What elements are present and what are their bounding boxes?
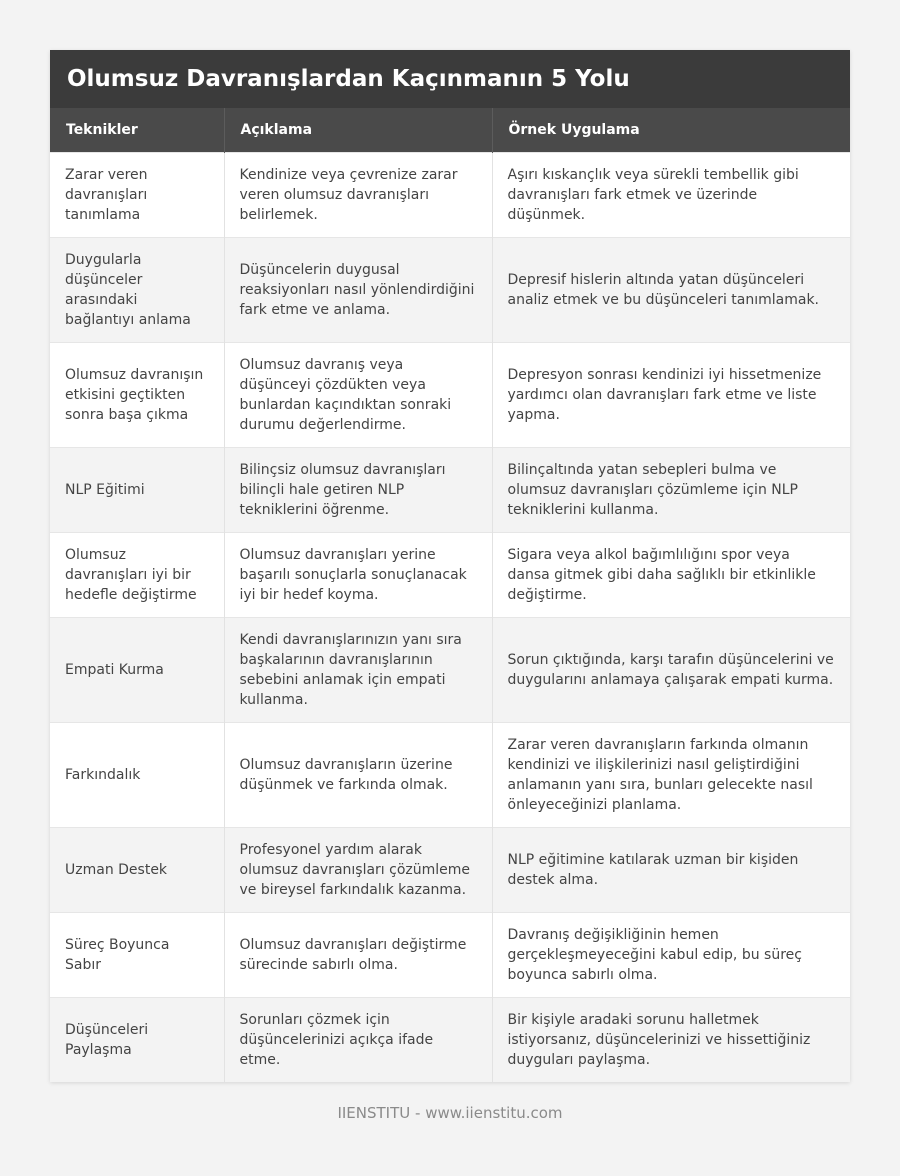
cell-description: Kendinize veya çevrenize zarar veren olumsuz davranışları belirlemek. <box>224 152 492 237</box>
cell-technique: Zarar veren davranışları tanımlama <box>50 152 224 237</box>
cell-technique: Empati Kurma <box>50 617 224 722</box>
table-row <box>50 617 850 722</box>
cell-example: NLP eğitimine katılarak uzman bir kişiden destek alma. <box>492 827 850 912</box>
table-row <box>50 532 850 617</box>
table-card <box>50 50 850 1082</box>
table-row <box>50 237 850 342</box>
cell-technique: Uzman Destek <box>50 827 224 912</box>
cell-example: Depresif hislerin altında yatan düşünceleri analiz etmek ve bu düşünceleri tanımlamak. <box>492 237 850 342</box>
cell-example: Davranış değişikliğinin hemen gerçekleşmeyeceğini kabul edip, bu süreç boyunca sabırlı olma. <box>492 912 850 997</box>
cell-technique: Duygularla düşünceler arasındaki bağlantıyı anlama <box>50 237 224 342</box>
cell-technique: NLP Eğitimi <box>50 447 224 532</box>
header-example: Örnek Uygulama <box>492 108 850 152</box>
cell-technique: Olumsuz davranışları iyi bir hedefle değiştirme <box>50 532 224 617</box>
cell-example: Aşırı kıskançlık veya sürekli tembellik gibi davranışları fark etmek ve üzerinde düşünmek. <box>492 152 850 237</box>
page-title: Olumsuz Davranışlardan Kaçınmanın 5 Yolu <box>50 50 850 108</box>
table-row <box>50 722 850 827</box>
cell-description: Olumsuz davranışları değiştirme sürecinde sabırlı olma. <box>224 912 492 997</box>
cell-example: Sorun çıktığında, karşı tarafın düşüncelerini ve duygularını anlamaya çalışarak empati kurma. <box>492 617 850 722</box>
cell-example: Bilinçaltında yatan sebepleri bulma ve olumsuz davranışları çözümleme için NLP tekniklerini kullanma. <box>492 447 850 532</box>
table-header-row <box>50 108 850 152</box>
table-row <box>50 997 850 1082</box>
header-techniques: Teknikler <box>50 108 224 152</box>
cell-description: Olumsuz davranışların üzerine düşünmek ve farkında olmak. <box>224 722 492 827</box>
cell-technique: Olumsuz davranışın etkisini geçtikten sonra başa çıkma <box>50 342 224 447</box>
header-description: Açıklama <box>224 108 492 152</box>
cell-description: Olumsuz davranışları yerine başarılı sonuçlarla sonuçlanacak iyi bir hedef koyma. <box>224 532 492 617</box>
cell-description: Düşüncelerin duygusal reaksiyonları nasıl yönlendirdiğini fark etme ve anlama. <box>224 237 492 342</box>
cell-example: Sigara veya alkol bağımlılığını spor veya dansa gitmek gibi daha sağlıklı bir etkinlikle değiştirme. <box>492 532 850 617</box>
cell-example: Zarar veren davranışların farkında olmanın kendinizi ve ilişkilerinizi nasıl geliştirdiğini anlamanın yanı sıra, bunları gelecekte nasıl önleyeceğinizi planlama. <box>492 722 850 827</box>
cell-example: Bir kişiyle aradaki sorunu halletmek istiyorsanız, düşüncelerinizi ve hissettiğiniz duyguları paylaşma. <box>492 997 850 1082</box>
cell-description: Sorunları çözmek için düşüncelerinizi açıkça ifade etme. <box>224 997 492 1082</box>
techniques-table <box>50 108 850 1082</box>
cell-technique: Farkındalık <box>50 722 224 827</box>
table-row <box>50 152 850 237</box>
table-row <box>50 447 850 532</box>
cell-technique: Düşünceleri Paylaşma <box>50 997 224 1082</box>
cell-example: Depresyon sonrası kendinizi iyi hissetmenize yardımcı olan davranışları fark etme ve liste yapma. <box>492 342 850 447</box>
cell-description: Olumsuz davranış veya düşünceyi çözdükten veya bunlardan kaçındıktan sonraki durumu değerlendirme. <box>224 342 492 447</box>
table-row <box>50 827 850 912</box>
cell-description: Kendi davranışlarınızın yanı sıra başkalarının davranışlarının sebebini anlamak için empati kullanma. <box>224 617 492 722</box>
cell-description: Bilinçsiz olumsuz davranışları bilinçli hale getiren NLP tekniklerini öğrenme. <box>224 447 492 532</box>
table-row <box>50 342 850 447</box>
cell-description: Profesyonel yardım alarak olumsuz davranışları çözümleme ve bireysel farkındalık kazanma. <box>224 827 492 912</box>
cell-technique: Süreç Boyunca Sabır <box>50 912 224 997</box>
footer-credit: IIENSTITU - www.iienstitu.com <box>337 1104 563 1122</box>
table-row <box>50 912 850 997</box>
